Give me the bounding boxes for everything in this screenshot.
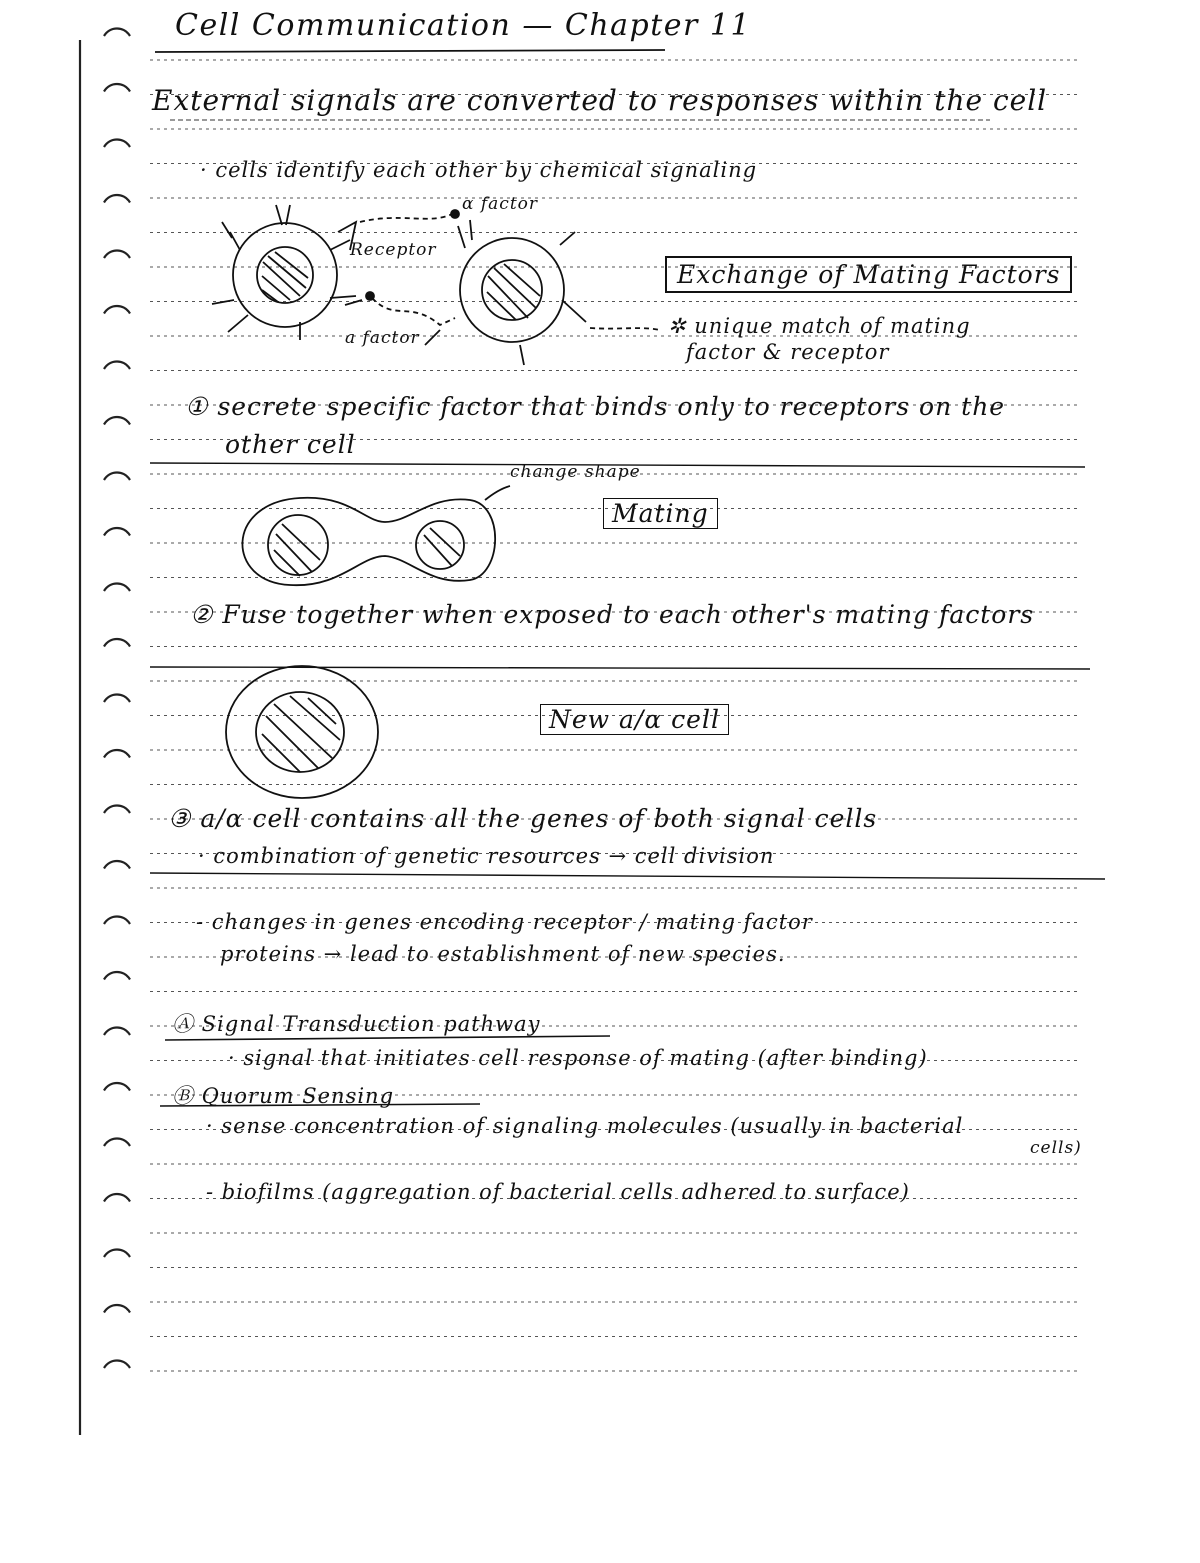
binder-hole	[104, 806, 130, 814]
binder-hole	[104, 417, 130, 425]
a-factor-label: a factor	[345, 328, 420, 348]
change-shape-leader	[485, 486, 510, 500]
fused-cells-outline	[242, 498, 495, 585]
rule-after-step3	[150, 873, 1105, 879]
binder-hole	[104, 306, 130, 314]
binder-hole	[104, 140, 130, 148]
unique-match-note-cont: factor & receptor	[686, 340, 890, 364]
binder-hole	[104, 528, 130, 536]
binder-hole	[104, 1083, 130, 1091]
sectionB-bullet-cont: cells)	[1030, 1138, 1082, 1158]
binder-hole	[104, 84, 130, 92]
step3-dash: - changes in genes encoding receptor / mating factor	[196, 910, 813, 934]
mating-box: Mating	[603, 498, 718, 529]
binder-hole	[104, 362, 130, 370]
new-cell-outline	[226, 666, 378, 798]
binder-hole	[104, 917, 130, 925]
binder-hole	[104, 195, 130, 203]
binder-hole	[104, 473, 130, 481]
binder-holes	[104, 29, 130, 1369]
binder-hole	[104, 29, 130, 37]
step1-text: ① secrete specific factor that binds only to receptors on the	[185, 392, 1006, 421]
alpha-factor-molecule	[451, 210, 459, 218]
a-factor-molecule	[366, 292, 374, 300]
binder-hole	[104, 1305, 130, 1313]
cell-a	[233, 223, 337, 327]
fused-nucleus-left	[268, 515, 328, 575]
new-cell-diagram	[226, 666, 378, 798]
mating-factor-diagram	[212, 205, 660, 365]
alpha-factor-path	[360, 214, 452, 222]
intro-bullet: · cells identify each other by chemical signaling	[200, 158, 758, 182]
binder-hole	[104, 1361, 130, 1369]
step2-text: ② Fuse together when exposed to each other's mating factors	[190, 600, 1035, 629]
sectionB-heading: Ⓑ Quorum Sensing	[172, 1084, 395, 1108]
cell-alpha-receptors	[425, 220, 586, 365]
sectionB-dash: - biofilms (aggregation of bacterial cells adhered to surface)	[206, 1180, 910, 1204]
binder-hole	[104, 750, 130, 758]
binder-hole	[104, 1194, 130, 1202]
section-heading: External signals are converted to responses within the cell	[152, 84, 1048, 117]
new-cell-nucleus-hatch	[262, 696, 340, 772]
exchange-mating-factors-box: Exchange of Mating Factors	[665, 256, 1072, 293]
unique-match-note: ✲ unique match of mating	[668, 314, 971, 338]
binder-hole	[104, 639, 130, 647]
binder-hole	[104, 1250, 130, 1258]
fused-nucleus-left-hatch	[274, 524, 320, 576]
step1-text-cont: other cell	[225, 430, 356, 459]
page-title: Cell Communication — Chapter 11	[175, 8, 752, 43]
binder-hole	[104, 1139, 130, 1147]
binder-hole	[104, 251, 130, 259]
step3-dash-cont: proteins → lead to establishment of new species.	[220, 942, 786, 966]
binder-hole	[104, 584, 130, 592]
sectionA-bullet: · signal that initiates cell response of mating (after binding)	[228, 1046, 928, 1070]
title-underline	[155, 50, 665, 52]
mating-diagram	[242, 486, 510, 585]
change-shape-label: change shape	[510, 462, 641, 482]
new-cell-box: New a/α cell	[540, 704, 729, 735]
binder-hole	[104, 972, 130, 980]
step3-text: ③ a/α cell contains all the genes of both signal cells	[168, 804, 878, 833]
note-leader	[590, 328, 660, 330]
sectionA-heading: Ⓐ Signal Transduction pathway	[172, 1012, 541, 1036]
receptor-label: Receptor	[350, 240, 437, 260]
sectionB-bullet: · sense concentration of signaling molecules (usually in bacterial	[206, 1114, 964, 1138]
binder-hole	[104, 1028, 130, 1036]
fused-nucleus-right-hatch	[424, 528, 460, 566]
cell-a-nucleus-hatch	[262, 252, 308, 302]
step3-bullet: · combination of genetic resources → cell division	[198, 844, 775, 868]
alpha-factor-label: α factor	[462, 194, 539, 214]
cell-alpha	[460, 238, 564, 342]
fused-nucleus-right	[416, 521, 464, 569]
a-factor-path	[372, 298, 455, 325]
binder-hole	[104, 695, 130, 703]
binder-hole	[104, 861, 130, 869]
